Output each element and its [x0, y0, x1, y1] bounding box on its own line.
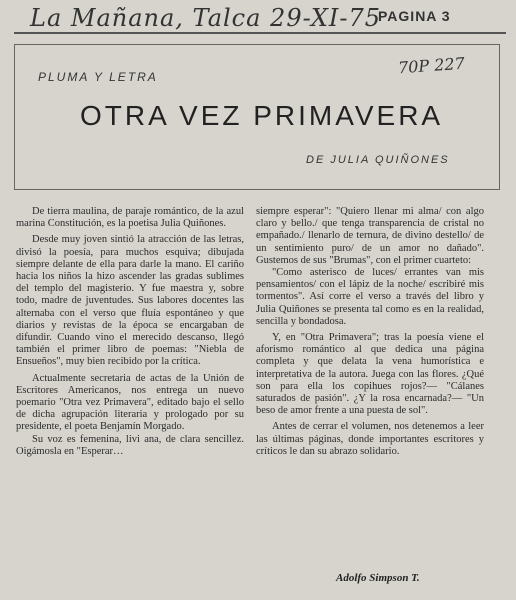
paragraph: Desde muy joven sintió la atracción de las letras, divisó la poesía, para muchos esquiva; dibujada siempre delante de ella para darle la mano. El cariño hacia los niños la hizo ascender las gradas sublimes del templo del magisterio. Y fue maestra y, sobre todo, madre de juventudes. Sus labores docentes las alternaba con el verso que fluía espontáneo y que diarios y revistas de la época se encargaban de difundir. Cuando vino el merecido descanso, llegó también el primer libro de poemas: "Niebla de Ensueños", muy bien recibido por la crítica.	[16, 234, 244, 368]
page-number	[378, 8, 451, 24]
paragraph: Su voz es femenina, livi ana, de clara sencillez. Oigámosla en "Esperar…	[16, 433, 244, 457]
page-number-value: 3	[441, 8, 451, 24]
article-byline: DE JULIA QUIÑONES	[306, 154, 450, 166]
paragraph: siempre esperar": "Quiero llenar mi alma/ con algo claro y bello./ que tenga transparencia de cristal no empañado./ llenarlo de ternura, de divino destello/ de un sentimiento puro/ de un amor no dañado". Gustemos de sus "Brumas", con el primer cuarteto:	[256, 206, 484, 266]
paragraph: "Como asterisco de luces/ errantes van mis pensamientos/ con el lápiz de la noche/ escribiré mis tormentos". Así corre el verso a través del libro y Julia Quiñones se presenta tal como es en la realidad, sencilla y bondadosa.	[256, 267, 484, 327]
article-title: OTRA VEZ PRIMAVERA	[80, 100, 444, 131]
paragraph: De tierra maulina, de paraje romántico, de la azul marina Constitución, es la poetisa Julia Quiñones.	[16, 206, 244, 230]
section-label: PLUMA Y LETRA	[38, 70, 158, 84]
paragraph: Antes de cerrar el volumen, nos detenemos a leer las últimas páginas, donde importantes escritores y críticos le dan su abrazo solidario.	[256, 421, 484, 457]
paragraph: Actualmente secretaria de actas de la Unión de Escritores Americanos, nos entrega un nuevo poemario "Otra vez Primavera", editado bajo el sello de dicha agrupación literaria y prologado por su presidente, el poeta Benjamín Morgado.	[16, 372, 244, 433]
handwritten-source-note: La Mañana, Talca 29-XI-75	[30, 4, 382, 32]
page-label: PAGINA	[378, 8, 437, 24]
header-rule	[14, 32, 506, 34]
handwritten-reference: 70P 227	[397, 53, 466, 78]
paragraph: Y, en "Otra Primavera"; tras la poesía viene el aforismo romántico al que dedica una página completa y que delata la vena humorística e interpretativa de la autora. Juega con las flores. ¿Qué son para ella los copihues rojos?— "Cálanes saturados de pasión". ¿Y la rosa encarnada?— "Un beso de amor frente a una puesta de sol".	[256, 332, 484, 417]
article-column-left	[16, 206, 244, 458]
author-signature: Adolfo Simpson T.	[336, 572, 420, 584]
article-column-right	[256, 206, 484, 458]
